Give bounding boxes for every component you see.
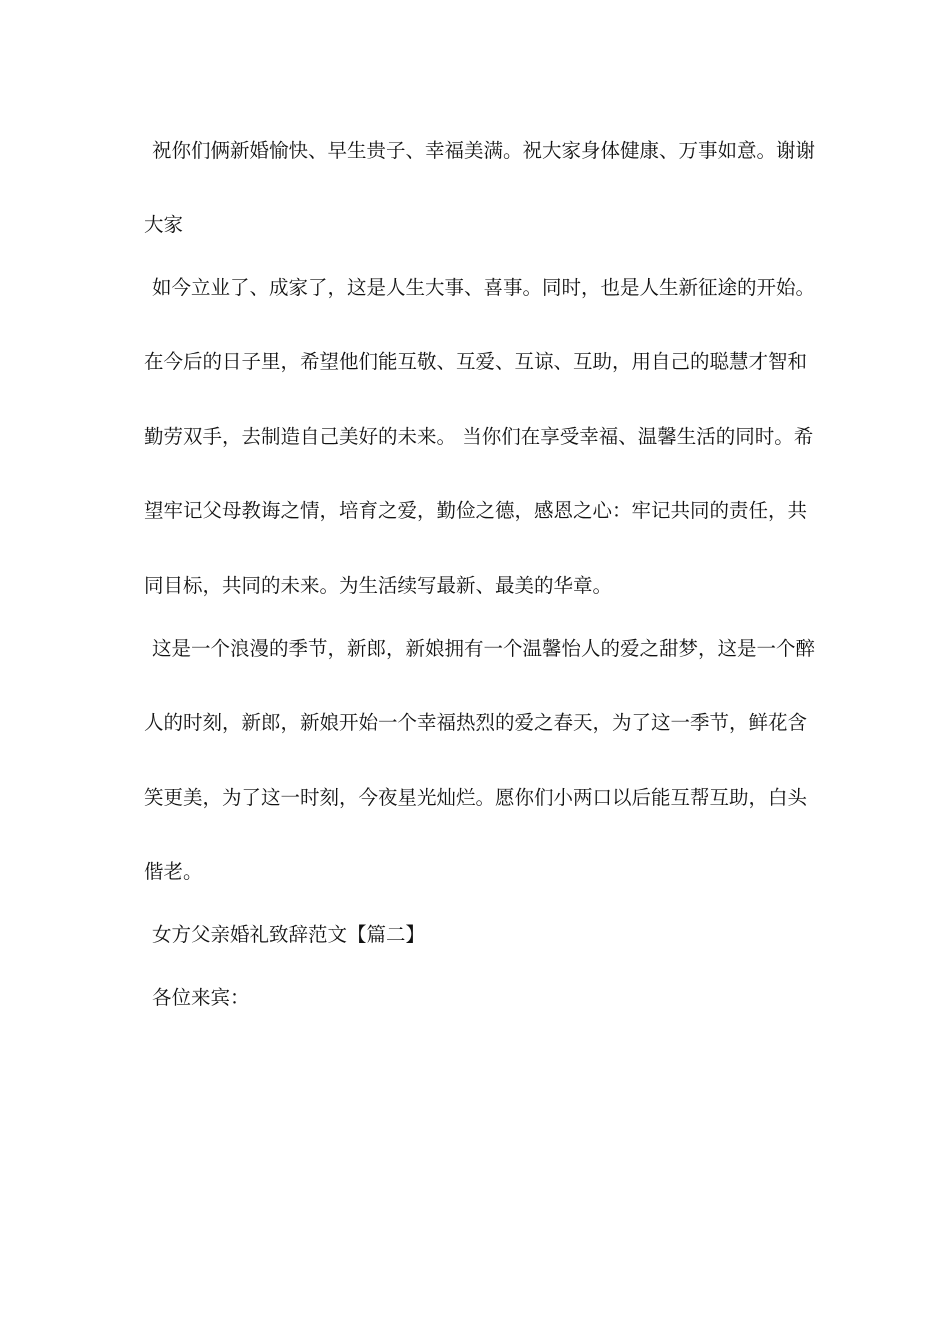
text-line: 在今后的日子里，希望他们能互敬、互爱、互谅、互助，用自己的聪慧才智和: [144, 350, 808, 373]
text-line: 如今立业了、成家了，这是人生大事、喜事。同时，也是人生新征途的开始。: [152, 276, 816, 299]
text-line: 人的时刻，新郎，新娘开始一个幸福热烈的爱之春天，为了这一季节，鲜花含: [144, 711, 808, 734]
text-line: 偕老。: [144, 860, 203, 883]
section-heading: 女方父亲婚礼致辞范文【篇二】: [152, 923, 426, 946]
text-line: 大家: [144, 213, 184, 236]
text-line: 同目标，共同的未来。为生活续写最新、最美的华章。: [144, 574, 613, 597]
text-line: 望牢记父母教诲之情，培育之爱，勤俭之德，感恩之心：牢记共同的责任，共: [144, 499, 808, 522]
text-line: 这是一个浪漫的季节，新郎，新娘拥有一个温馨怡人的爱之甜梦，这是一个醉: [152, 637, 816, 660]
text-line: 笑更美，为了这一时刻，今夜星光灿烂。愿你们小两口以后能互帮互助，白头: [144, 786, 808, 809]
text-line: 祝你们俩新婚愉快、早生贵子、幸福美满。祝大家身体健康、万事如意。谢谢: [152, 139, 816, 162]
salutation: 各位来宾：: [152, 986, 250, 1009]
text-line: 勤劳双手，去制造自己美好的未来。 当你们在享受幸福、温馨生活的同时。希: [144, 425, 814, 448]
